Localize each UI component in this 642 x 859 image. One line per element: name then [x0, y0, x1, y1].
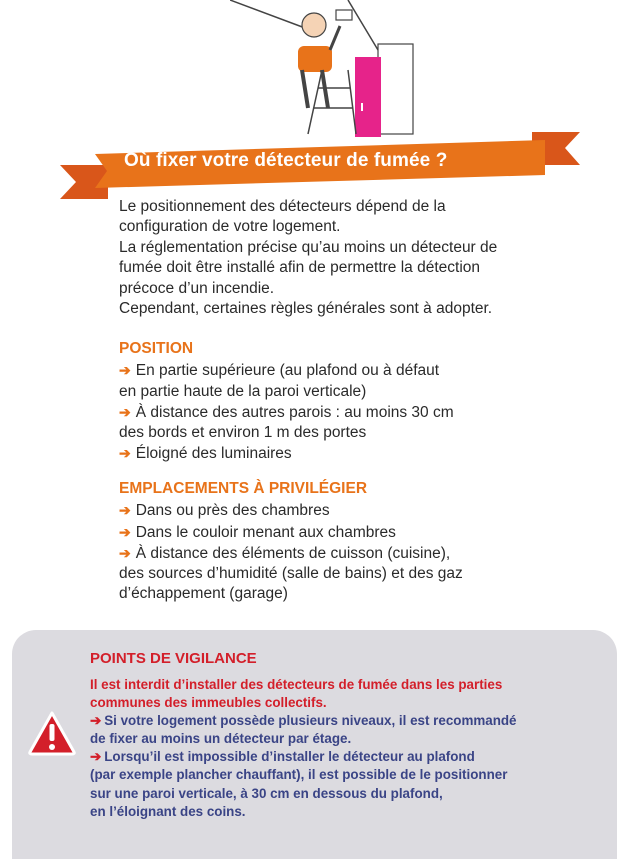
position-section — [119, 339, 599, 465]
arrow-right-icon: ➔ — [119, 544, 131, 561]
arrow-right-icon: ➔ — [119, 523, 131, 540]
position-title: POSITION — [119, 340, 194, 357]
person-installing-detector-illustration — [230, 0, 430, 140]
list-item: ➔ Dans ou près des chambres — [119, 502, 330, 520]
list-item: ➔ Dans le couloir menant aux chambres — [119, 523, 396, 541]
emplacements-title: EMPLACEMENTS À PRIVILÉGIER — [119, 480, 368, 497]
vigilance-title: POINTS DE VIGILANCE — [90, 650, 257, 667]
list-item: ➔ À distance des éléments de cuisson (cuisine), des sources d’humidité (salle de bains) et des gaz d’échappement (garage) — [119, 544, 463, 603]
page-title: Où fixer votre détecteur de fumée ? — [124, 150, 448, 171]
arrow-right-icon: ➔ — [119, 403, 131, 420]
emplacements-section — [119, 479, 599, 605]
arrow-right-icon: ➔ — [119, 362, 131, 379]
arrow-right-icon: ➔ — [90, 713, 102, 729]
vigilance-text: Il est interdit d’installer des détecteurs de fumée dans les parties communes des immeubles collectifs. ➔ Si votre logement possède plusieurs niveaux, il est recommandé de fixer au moins un détecteur par étage. ➔ Lorsqu’il est impossible d’installer le détecteur au plafond (par exemple plancher chauffant), il est possible de le positionner sur une paroi verticale, à 30 cm en dessous du plafond, en l’éloignant des coins. — [90, 677, 517, 819]
list-item: ➔ En partie supérieure (au plafond ou à défaut en partie haute de la paroi verticale) — [119, 362, 440, 400]
warning-triangle-icon — [27, 710, 77, 756]
list-item: ➔ Éloigné des luminaires — [119, 445, 292, 463]
arrow-right-icon: ➔ — [119, 502, 131, 519]
list-item: ➔ À distance des autres parois : au moins 30 cm des bords et environ 1 m des portes — [119, 403, 454, 442]
intro-text: Le positionnement des détecteurs dépend de la configuration de votre logement. La réglementation précise qu’au moins un détecteur de fumée doit être installé afin de permettre la détection précoce d’un incendie. Cependant, certaines règles générales sont à adopter. — [119, 198, 498, 318]
arrow-right-icon: ➔ — [119, 445, 131, 462]
arrow-right-icon: ➔ — [90, 749, 102, 765]
